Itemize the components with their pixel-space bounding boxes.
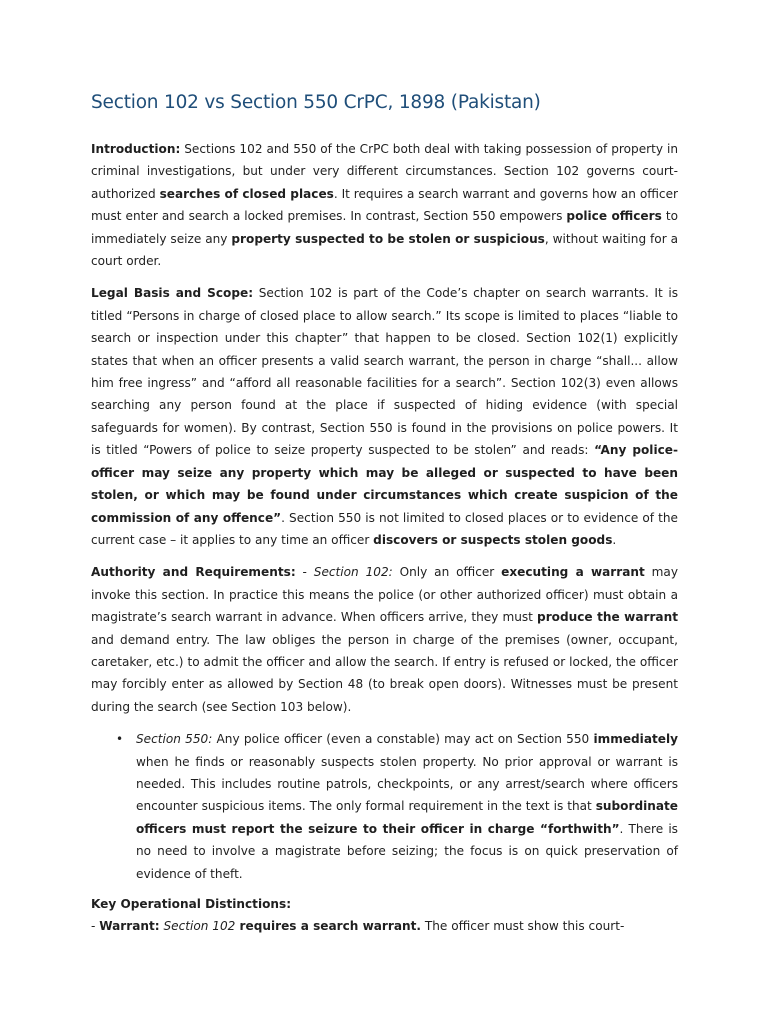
intro-bold-2: police officers [566,209,662,224]
authority-bold-1: executing a warrant [501,565,645,580]
distinctions-heading-text: Key Operational Distinctions: [91,897,292,911]
intro-bold-1: searches of closed places [159,186,334,201]
authority-text-1: Only an officer [392,565,502,580]
intro-bold-3: property suspected to be stolen or suspicious [231,231,545,246]
distinctions-dash: - [91,919,100,934]
bullet-bold-1: immediately [593,732,678,747]
legal-bold-2: discovers or suspects stolen goods [373,532,613,547]
authority-text-3: and demand entry. The law obliges the person in charge of the premises (owner, occupant, caretaker, etc.) to admit the officer and allow the search. If entry is refused or locked, the officer may forcibly enter as allowed by Section 48 (to break open doors). Witnesses must be present during the search (see Section 103 below). [91,632,678,714]
bullet-text-1: Any police officer (even a constable) may act on Section 550 [212,732,594,747]
authority-dash: - [295,565,314,580]
authority-section-102: Section 102: [313,565,393,580]
intro-paragraph [91,138,678,272]
legal-basis-paragraph [91,282,678,551]
intro-text-2: . It requires a search warrant and governs how an officer must enter and search a locked premises. In contrast, Section 550 empowers [91,186,678,224]
distinctions-text-1: The officer must show this court- [421,919,625,934]
intro-text-1: Sections 102 and 550 of the CrPC both deal with taking possession of property in criminal investigations, but under very different circumstances. Section 102 governs court-authorized [91,142,678,201]
page-title: Section 102 vs Section 550 CrPC, 1898 (Pakistan) [91,92,541,113]
intro-text-3: to immediately seize any [91,209,678,246]
authority-label: Authority and Requirements: [91,565,296,580]
distinctions-heading [91,893,678,915]
bullet-bold-2: subordinate officers must report the seizure to their officer in charge “forthwith” [136,799,678,836]
distinctions-bold-2: requires a search warrant. [235,919,422,934]
bullet-text-3: . There is no need to involve a magistrate before seizing; the focus is on quick preservation of evidence of theft. [136,821,678,881]
distinctions-section-102: Section 102 [163,919,236,934]
bullet-text-2: when he finds or reasonably suspects stolen property. No prior approval or warrant is needed. This includes routine patrols, checkpoints, or any arrest/search where officers encounter suspicious items. The only formal requirement in the text is that [136,754,678,814]
bullet-section-550: Section 550: [136,732,213,747]
intro-label: Introduction: [91,142,181,156]
legal-basis-label: Legal Basis and Scope: [91,286,254,301]
bullet-icon: • [116,732,124,747]
authority-bullet-list [91,728,678,885]
legal-text-3: . [612,532,617,547]
authority-text-2: may invoke this section. In practice this means the police (or other authorized officer) must obtain a magistrate’s search warrant in advance. When officers arrive, they must [91,565,678,625]
legal-text-2: . Section 550 is not limited to closed places or to evidence of the current case – it applies to any time an officer [91,510,678,547]
section-550-quote: “Any police-officer may seize any property which may be alleged or suspected to have been stolen, or which may be found under circumstances which create suspicion of the commission of any offence” [91,443,678,525]
list-item [116,728,678,885]
authority-paragraph [91,561,678,718]
distinctions-warrant-line [91,915,678,937]
intro-text-4: , without waiting for a court order. [91,231,679,269]
authority-bold-2: produce the warrant [537,610,678,625]
warrant-label: Warrant: [99,919,160,934]
legal-text-1: Section 102 is part of the Code’s chapter on search warrants. It is titled “Persons in charge of closed place to allow search.” Its scope is limited to places “liable to search or inspection under this chapter” that happen to be closed. Section 102(1) explicitly states that when an officer presents a valid search warrant, the person in charge “shall... allow him free ingress” and “afford all reasonable facilities for a search”. Section 102(3) even allows searching any person found at the place if suspected of hiding evidence (with special safeguards for women). By contrast, Section 550 is found in the provisions on police powers. It is titled “Powers of police to seize property suspected to be stolen” and reads: [91,286,678,458]
